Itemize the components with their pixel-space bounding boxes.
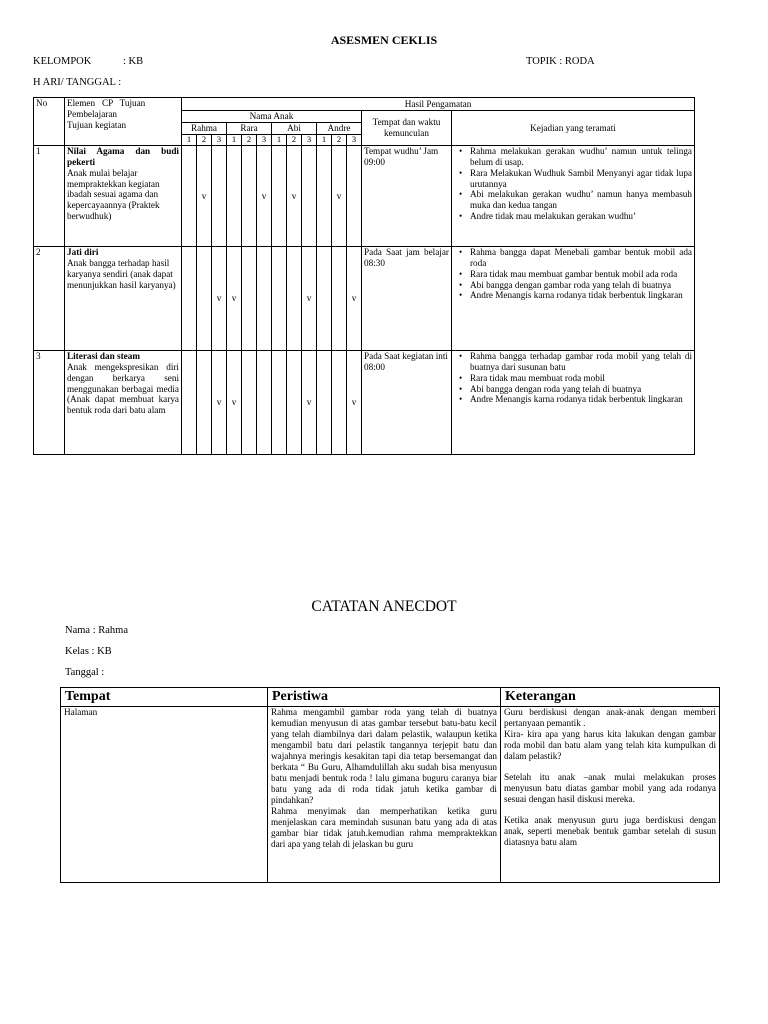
kejadian-item: • Rara tidak mau membuat gambar bentuk mobil ada roda: [470, 269, 692, 280]
check-mark: v: [302, 351, 317, 455]
header-hasil-pengamatan: Hasil Pengamatan: [182, 98, 695, 111]
header-tempat: Tempat: [61, 688, 268, 707]
kejadian-item: • Rahma melakukan gerakan wudhu’ namun untuk telinga belum di usap.: [470, 146, 692, 168]
scale-cell: 3: [302, 135, 317, 146]
kejadian-item: • Rahma bangga dapat Menebali gambar bentuk mobil ada roda: [470, 247, 692, 269]
scale-cell: 3: [212, 135, 227, 146]
check-mark: [287, 247, 302, 351]
scale-cell: 2: [197, 135, 212, 146]
row-tempat: Pada Saat kegiatan inti 08:00: [362, 351, 452, 455]
check-mark: [317, 247, 332, 351]
topik-field: TOPIK : RODA: [526, 56, 595, 67]
header-kejadian: Kejadian yang teramati: [452, 111, 695, 146]
tanggal-field: Tanggal :: [65, 667, 105, 678]
scale-cell: 1: [272, 135, 287, 146]
anecdot-keterangan: [501, 707, 720, 883]
row-elemen-desc: Anak mulai belajar mempraktekkan kegiatan ibadah sesuai agama dan kepercayaannya (Praktek berwudhuk): [67, 167, 160, 222]
check-mark: v: [257, 146, 272, 247]
check-mark: [242, 247, 257, 351]
header-nama-anak: Nama Anak: [182, 111, 362, 123]
header-child-rahma: Rahma: [182, 123, 227, 135]
check-mark: [272, 247, 287, 351]
scale-cell: 1: [182, 135, 197, 146]
keterangan-paragraph: Setelah itu anak –anak mulai melakukan proses menyusun batu diatas gambar mobil yang ada rodanya sesuai dengan hasil diskusi mereka.: [504, 772, 716, 805]
row-elemen-desc: Anak bangga terhadap hasil karyanya sendiri (anak dapat menunjukkan hasil karyanya): [67, 257, 176, 290]
row-kejadian: [452, 351, 695, 455]
peristiwa-paragraph: Rahma menyimak dan memperhatikan ketika guru menjelaskan cara memindah susunan batu yang ada di atas gambar biar tidak jatuh.kemudian rahma mempraktekkan dari apa yang telah di jelaskan bu guru: [271, 806, 497, 850]
kejadian-item: • Rara Melakukan Wudhuk Sambil Menyanyi agar tidak lupa urutannya: [470, 168, 692, 190]
anecdot-peristiwa: [268, 707, 501, 883]
table-row: [34, 247, 695, 351]
scale-cell: 2: [242, 135, 257, 146]
check-mark: [197, 247, 212, 351]
row-elemen-title: Nilai Agama dan budi pekerti: [67, 146, 179, 167]
check-mark: v: [287, 146, 302, 247]
header-child-rara: Rara: [227, 123, 272, 135]
header-child-andre: Andre: [317, 123, 362, 135]
check-mark: [347, 146, 362, 247]
kejadian-item: • Andre tidak mau melakukan gerakan wudhu’: [470, 211, 692, 222]
row-no: 2: [34, 247, 65, 351]
kejadian-item: • Abi melakukan gerakan wudhu’ namun hanya membasuh muka dan kedua tangan: [470, 189, 692, 211]
ceklis-table: [33, 97, 695, 455]
check-mark: [287, 351, 302, 455]
check-mark: [257, 247, 272, 351]
check-mark: [242, 351, 257, 455]
kejadian-item: • Andre Menangis karna rodanya tidak berbentuk lingkaran: [470, 290, 692, 301]
check-mark: v: [227, 351, 242, 455]
check-mark: v: [347, 247, 362, 351]
check-mark: [197, 351, 212, 455]
check-mark: [212, 146, 227, 247]
header-keterangan: Keterangan: [501, 688, 720, 707]
check-mark: [182, 146, 197, 247]
scale-cell: 2: [332, 135, 347, 146]
header-tempat-waktu: Tempat dan waktu kemunculan: [362, 111, 452, 146]
header-elemen: [65, 98, 182, 146]
peristiwa-paragraph: Rahma mengambil gambar roda yang telah di buatnya kemudian menyusun di atas gambar tersebut batu-batu kecil yang telah diambilnya dari dalam pelastik, walaupun ketika mengambil batu dari pelastik tangannya terjepit batu dan wajahnya meringis kesakitan tapi dia tetap bersemangat dan berkata “ Bu Guru, Alhamdulillah aku sudah bisa menyusun batu menjadi bentuk roda ! lalu gimana buguru caranya biar batu yang ada di roda tidak jatuh ketika gambar di pindahkan?: [271, 707, 497, 806]
check-mark: v: [212, 247, 227, 351]
header-elemen-line1: Elemen CP Tujuan: [67, 98, 146, 108]
check-mark: v: [212, 351, 227, 455]
check-mark: v: [332, 146, 347, 247]
kejadian-item: • Abi bangga dengan gambar roda yang telah di buatnya: [470, 280, 692, 291]
keterangan-paragraph: Kira- kira apa yang harus kita lakukan dengan gambar roda mobil dan batu alam yang telah kita kumpulkan di dalam pelastik?: [504, 729, 716, 762]
scale-cell: 1: [317, 135, 332, 146]
scale-cell: 2: [287, 135, 302, 146]
header-peristiwa: Peristiwa: [268, 688, 501, 707]
check-mark: v: [347, 351, 362, 455]
header-child-abi: Abi: [272, 123, 317, 135]
check-mark: [332, 247, 347, 351]
kejadian-item: • Rara tidak mau membuat roda mobil: [470, 373, 692, 384]
row-kejadian: [452, 146, 695, 247]
row-elemen-desc: Anak mengekspresikan diri dengan berkarya seni menggunakan berbagai media (Anak dapat membuat karya bentuk roda dari batu alam: [67, 361, 179, 416]
row-kejadian: [452, 247, 695, 351]
header-elemen-line2: Pembelajaran: [67, 109, 117, 120]
row-elemen: [65, 247, 182, 351]
check-mark: v: [302, 247, 317, 351]
kelompok-label: KELOMPOK: [33, 56, 92, 67]
header-no: No: [34, 98, 65, 146]
kejadian-item: • Abi bangga dengan roda yang telah di buatnya: [470, 384, 692, 395]
row-tempat: Pada Saat jam belajar 08:30: [362, 247, 452, 351]
kelas-field: Kelas : KB: [65, 646, 112, 657]
table-row: [34, 351, 695, 455]
row-elemen-title: Literasi dan steam: [67, 351, 140, 361]
scale-cell: 3: [257, 135, 272, 146]
check-mark: [227, 146, 242, 247]
check-mark: [317, 146, 332, 247]
table-row: [34, 146, 695, 247]
row-tempat: Tempat wudhu’ Jam 09:00: [362, 146, 452, 247]
ceklis-title: ASESMEN CEKLIS: [330, 33, 438, 47]
check-mark: [242, 146, 257, 247]
anecdot-table: [60, 687, 720, 883]
table-row: [61, 707, 720, 883]
row-elemen: [65, 146, 182, 247]
check-mark: [332, 351, 347, 455]
keterangan-paragraph: Ketika anak menyusun guru juga berdiskusi dengan anak, seperti menebak bentuk gambar setelah di susun diatasnya batu alam: [504, 815, 716, 848]
scale-cell: 1: [227, 135, 242, 146]
row-elemen: [65, 351, 182, 455]
scale-cell: 3: [347, 135, 362, 146]
keterangan-paragraph: Guru berdiskusi dengan anak-anak dengan memberi pertanyaan pemantik .: [504, 707, 716, 729]
row-no: 3: [34, 351, 65, 455]
check-mark: [182, 351, 197, 455]
anecdot-tempat: Halaman: [61, 707, 268, 883]
row-no: 1: [34, 146, 65, 247]
hari-tanggal-field: H ARI/ TANGGAL :: [33, 77, 122, 88]
check-mark: [272, 146, 287, 247]
anecdot-title: CATATAN ANECDOT: [311, 598, 457, 615]
row-elemen-title: Jati diri: [67, 247, 99, 257]
check-mark: [302, 146, 317, 247]
check-mark: [272, 351, 287, 455]
check-mark: [257, 351, 272, 455]
check-mark: v: [227, 247, 242, 351]
kejadian-item: • Andre Menangis karna rodanya tidak berbentuk lingkaran: [470, 394, 692, 405]
kejadian-item: • Rahma bangga terhadap gambar roda mobil yang telah di buatnya dari susunan batu: [470, 351, 692, 373]
check-mark: v: [197, 146, 212, 247]
check-mark: [182, 247, 197, 351]
check-mark: [317, 351, 332, 455]
nama-field: Nama : Rahma: [65, 625, 128, 636]
kelompok-value: : KB: [123, 56, 144, 67]
header-elemen-line3: Tujuan kegiatan: [67, 120, 127, 131]
